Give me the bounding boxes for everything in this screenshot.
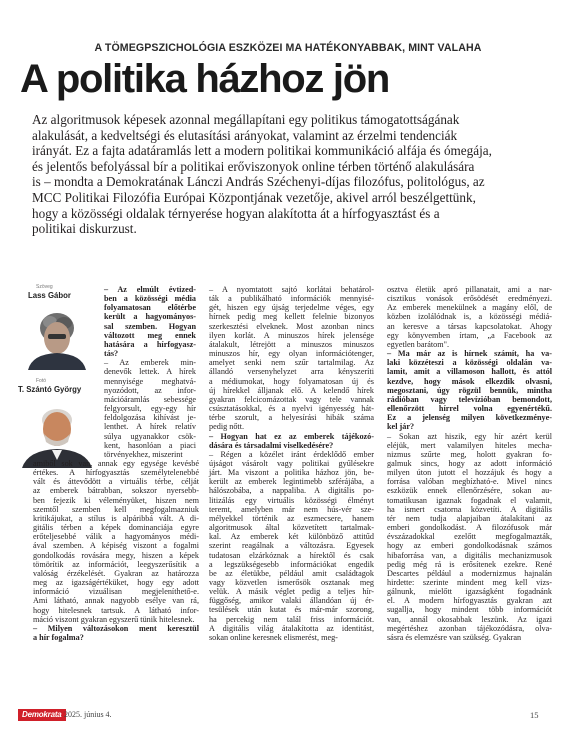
answer-line: forrása valóban megbízható-e. Mivel nincs — [387, 477, 552, 487]
answer-line: lenthet. A hírek relatív — [104, 422, 196, 432]
answer-line: hálószobába, a nappaliba. A digitális po- — [209, 486, 374, 496]
lead-paragraph — [32, 112, 546, 237]
answer-line: Descartes például a modernizmus hajnalán — [387, 568, 552, 578]
answer-line: mélyekkel történik az eszmecsere, hanem — [209, 513, 374, 523]
answer-line: – Régen a közélet iránt érdeklődő ember — [209, 449, 374, 459]
answer-line: sugallja, hogy mindent több információt — [387, 605, 552, 615]
answer-line: hogy az emberi gondolkodásnak számos — [387, 541, 552, 551]
question-line: – Ma már az is hírnek számít, ha va- — [387, 349, 552, 359]
question-line: hatására a hírfogyasz- — [104, 339, 196, 349]
column-3 — [387, 285, 552, 642]
author-name: Lass Gábor — [28, 291, 71, 300]
headline: A politika házhoz jön — [20, 57, 389, 101]
interviewee-portrait — [18, 398, 96, 468]
answer-line: információ vizuálisan megjeleníthető-e. — [33, 587, 199, 597]
answer-line: a médiumokat, hogy folyamatosan új és — [209, 376, 374, 386]
answer-line: szerkesztési elveknek. Most azonban nincs — [209, 321, 374, 331]
answer-line: Az emberek menekülnek a magány elől, de — [387, 303, 552, 313]
lead-line: is – mondta a Demokratának Lánczi András Széchenyi-díjas filozófus, politológus, az — [32, 174, 485, 190]
answer-line: sokan online keresnek elismerést, meg- — [209, 632, 338, 642]
answer-line: új hírekkel álljanak elő. A kelendő hírek — [209, 385, 374, 395]
answer-line: felgyorsult, egy-egy hír — [104, 404, 196, 414]
question-line: ben a közösségi média — [104, 294, 196, 304]
question-line: – Hogyan hat ez az emberek tájékozó- — [209, 431, 374, 441]
question-line: kel jár? — [387, 422, 415, 432]
answer-line: csúsztatásokkal, és a nyelvi igényesség hát- — [209, 404, 374, 414]
answer-line: velük. A másik véglet pedig a teljes hír- — [209, 587, 374, 597]
answer-line: hibaforrása van, a digitális mechanizmusok — [387, 550, 552, 560]
question-line: változott meg ennek — [104, 330, 196, 340]
publication-logo: Demokrata — [18, 709, 66, 721]
answer-line: erőteljesebbé válik a hagyományos médi- — [33, 532, 199, 542]
answer-line: van, annál okosabbak leszünk. Az igazi — [387, 614, 552, 624]
question-line: folyamatosan előtérbe — [104, 303, 196, 313]
answer-line: kent, hasonlóan a piaci — [104, 440, 196, 450]
answer-line: évszázadokkal ezelőtt megfogalmazták, — [387, 532, 552, 542]
lead-line: Az algoritmusok képesek azonnal megállapítani egy politikus támogatottságának — [32, 112, 460, 127]
question-line: tás? — [104, 349, 119, 359]
answer-line: hírnek pedig meg kellett felelnie bizonyos — [209, 312, 374, 322]
answer-line: milyen úton jutott el hozzájuk és hogy a — [387, 468, 552, 478]
answer-line: be az életükbe, például amit családtagok — [209, 568, 374, 578]
question-line: laki közzéteszi a közösségi oldalán va- — [387, 358, 552, 368]
answer-line: teremt, amelyben már nem hús-vér sze- — [209, 504, 374, 514]
answer-line: kal. Az emberek két különböző attitűd — [209, 532, 374, 542]
question-line: került a hagyományos- — [104, 312, 196, 322]
column-1-lower — [33, 459, 199, 642]
answer-line: állandó versenyhelyzet arra kényszeríti — [209, 367, 374, 377]
answer-line: osztva életük apró pillanatait, ami a nar- — [387, 285, 552, 294]
photographer-name: T. Szántó György — [18, 385, 82, 394]
answer-line: szemtől szemben kell megfogalmazniuk — [33, 504, 199, 514]
answer-line: A digitális világ átalakította az identitást, — [209, 623, 374, 633]
answer-line: törvényekhez, miszerint — [104, 449, 183, 459]
answer-line: ták a publikálható információk mennyisé- — [209, 294, 374, 304]
lead-line: MCC Politikai Filozófia Európai Központjának vezetője, akivel arról beszélgettünk, — [32, 189, 476, 205]
answer-line: gyakran felcicomázottak vagy tele vannak — [209, 394, 374, 404]
answer-line: amiből sok van, annak egy egysége kevésbé — [33, 459, 199, 468]
author-portrait — [20, 304, 94, 370]
answer-line: átalakult, létrejött a minuszos minuszos — [209, 339, 374, 349]
answer-line: a legszükségesebb információkat engedik — [209, 559, 374, 569]
question-line: a hír fogalma? — [33, 632, 84, 642]
answer-line: emberi gondolkodást. A filozófusok már — [387, 523, 552, 533]
question-line: dására és társadalmi viselkedésére? — [209, 440, 334, 450]
answer-line: an keresve a társas kapcsolatokat. Ahogy — [387, 321, 552, 331]
question-line: megosztani, úgy rögzül bennük, mintha — [387, 385, 552, 395]
answer-line: el. A modern hírfogyasztás gyakran azt — [387, 596, 552, 606]
answer-line: pedig még rá is erősítenek ezekre. René — [387, 559, 552, 569]
answer-line: eszközük ennek ellenőrzésére, sokan au- — [387, 486, 552, 496]
issue-date: 2025. június 4. — [64, 710, 112, 719]
answer-line: kritikájukat, a stílus is alpáribbá vált. A di- — [33, 513, 199, 523]
answer-line: ha ismert csatorna közvetíti. A digitális — [387, 504, 552, 514]
answer-line: tesülések után kutat és már-már szorong, — [209, 605, 374, 615]
answer-line: hirdette: szerinte mindent meg kell vizs- — [387, 578, 552, 587]
answer-line: járt. Ma viszont a politika házhoz jön, be- — [209, 468, 374, 478]
answer-line: szerint reagálnak a változásra. Egyesek — [209, 541, 374, 551]
question-line: – Az elmúlt évtized- — [104, 285, 196, 294]
lead-line: és jelentős befolyással bír a politikai erőviszonyok online térben történő alakulására — [32, 158, 475, 174]
answer-line: gondolkodás rovására megy, hiszen a képek — [33, 550, 199, 560]
answer-line: amelyet senki nem szűr tartalmilag. Az — [209, 358, 374, 368]
question-line: lamit, amit a villamoson hallott, és attól — [387, 367, 552, 377]
answer-line: mennyisége meghatvá- — [104, 376, 196, 386]
answer-line: ha percekig nem talál friss információt. — [209, 614, 374, 624]
answer-line: – Sokan azt hiszik, egy hír azért kerül — [387, 431, 552, 441]
lead-line: hogy a közösségi oldalak térnyerése hogyan alakította át a hírfogyasztást és a — [32, 205, 440, 221]
answer-line: ilyen korlát. A minuszos hírek jelensége — [209, 330, 374, 340]
lead-line: alakulását, a kedveltségi és elutasítási arányokat, valamint az érzelmi tendenciák — [32, 127, 458, 143]
answer-line: súlya ugyanakkor csök- — [104, 431, 196, 441]
answer-line: máció viszont gyakran egyszerű tünik hitelesnek. — [33, 614, 195, 624]
answer-line: vagy közvetlen ismerősök osztanak meg — [209, 578, 374, 587]
photo-label: Fotó — [36, 378, 47, 384]
answer-line: gitális térben a képek dominanciája egyre — [33, 523, 199, 533]
answer-line: térbe szorult, a helyesírási hibák száma — [209, 413, 374, 423]
answer-line: denevők lettek. A hírek — [104, 367, 196, 377]
answer-line: – Az emberek min- — [104, 358, 196, 368]
answer-line: – A nyomtatott sajtó korlátai behatárol- — [209, 285, 374, 294]
answer-line: tomatikusan igaznak fogadnak el valamit, — [387, 495, 552, 505]
answer-line: megértéshez azonban tájékozódásra, olva- — [387, 623, 552, 633]
question-line: Ez a jelenség milyen következménye- — [387, 413, 552, 423]
question-line: – Milyen változásokon ment keresztül — [33, 623, 199, 633]
answer-line: minuszos hír, egy olyan információtenger, — [209, 349, 374, 359]
answer-line: algoritmusok által közvetített tartalmak- — [209, 523, 374, 533]
lead-line: irányát. Ez a fajta adatáramlás lett a modern politikai kommunikáció alfája és ómegája, — [32, 143, 492, 159]
question-line: sal szemben. Hogyan — [104, 321, 196, 331]
answer-line: közben izolálódnak is, a közösségi médiá- — [387, 312, 552, 322]
answer-line: vált és áttevődött a virtuális térbe, célját — [33, 477, 199, 487]
answer-line: ben fejezik ki véleményüket, hiszen nem — [33, 495, 199, 505]
answer-line: függőség, amikor valaki állandóan új ér- — [209, 596, 374, 606]
question-line: kezdve, hogy mások elkezdik olvasni, — [387, 376, 552, 386]
answer-line: tömörítik az információt, leegyszerűsítik a — [33, 559, 199, 569]
answer-line: értékes. A hírfogyasztás személytelenebbé — [33, 468, 199, 478]
page-number: 15 — [530, 710, 539, 720]
answer-line: Ami látható, annak nagyobb esélye van rá, — [33, 596, 199, 606]
column-2 — [209, 285, 374, 642]
answer-line: gét, hiszen egy újság terjedelme véges, egy — [209, 303, 374, 313]
answer-line: nyozódott, az infor- — [104, 385, 196, 395]
answer-line: hogy hitelesnek tartsuk. A látható infor- — [33, 605, 199, 615]
answer-line: egy könyvemben írtam, „a Facebook az — [387, 330, 552, 340]
kicker: A TÖMEGPSZICHOLÓGIA ESZKÖZEI MA HATÉKONYABBAK, MINT VALAHA — [94, 42, 482, 54]
answer-line: galmuk sincs, hogy az adott információ — [387, 458, 552, 468]
answer-line: litizálás egy virtuális közösségi élményt — [209, 495, 374, 505]
lead-line: politikai diskurzust. — [32, 221, 137, 237]
answer-line: tér nem tudja alapjaiban átalakítani az — [387, 513, 552, 523]
answer-line: cisztikus vonások erősödését eredményezi. — [387, 294, 552, 304]
question-line: rádióban vagy televízióban bemondott, — [387, 394, 552, 404]
answer-line: gálnunk, mielőtt igazságként fogadnánk — [387, 587, 552, 597]
author-label: Szöveg — [36, 284, 53, 290]
answer-line: ával szemben. A képiség viszont a fogalmi — [33, 541, 199, 551]
column-1-upper — [104, 285, 196, 459]
answer-line: feldolgozása kihívást je- — [104, 413, 196, 423]
answer-line: került az emberek legintimebb szférájába, a — [209, 477, 374, 487]
question-line: ellenőrzött hírrel volna egyenértékű. — [387, 404, 552, 414]
answer-line: az emberek bátrabban, sokszor nyersebb- — [33, 486, 199, 496]
answer-line: eléjük, mert valamilyen hiteles mecha- — [387, 440, 552, 450]
answer-line: nizmus szűrte meg, holott gyakran fo- — [387, 449, 552, 459]
answer-line: meg az igazságértéküket, hogy egy adott — [33, 578, 199, 588]
answer-line: újságot vásárolt vagy politikai gyűlésekre — [209, 458, 374, 468]
answer-line: egyetlen barátom". — [387, 339, 449, 349]
answer-line: valóság érzékelését. Gyakran az határozza — [33, 568, 199, 578]
answer-line: tudatosan elzárkóznak a hírektől és csak — [209, 550, 374, 560]
answer-line: sásra és elemzésre van szükség. Gyakran — [387, 632, 522, 642]
answer-line: mációáramlás sebessége — [104, 394, 196, 404]
answer-line: pedig nőtt. — [209, 422, 245, 432]
